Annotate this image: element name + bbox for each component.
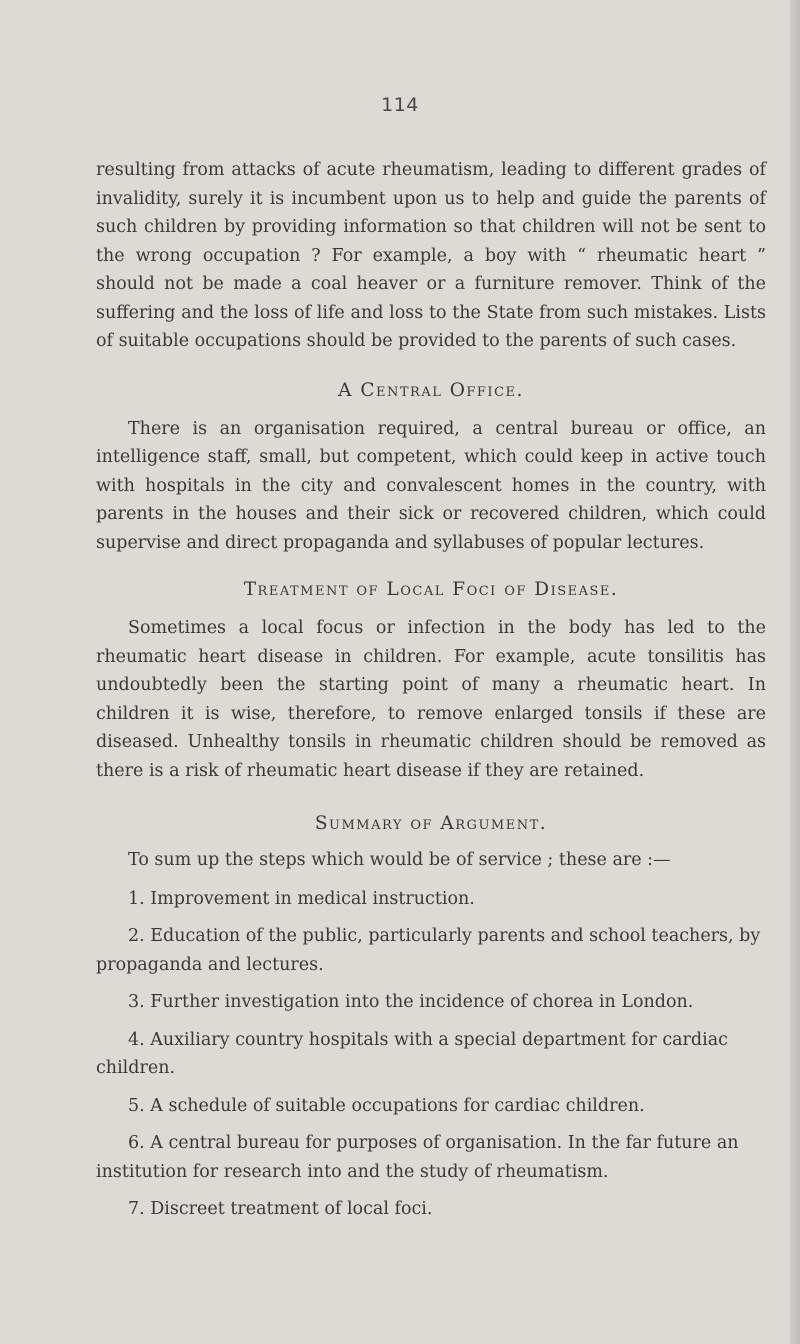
summary-item: 3. Further investigation into the incidence of chorea in London. [128,992,694,1012]
summary-item: 2. Education of the public, particularly parents and school teachers, by propaganda and lectures. [96,926,761,975]
treatment-paragraph: Sometimes a local focus or infection in the body has led to the rheumatic heart disease in children. For example, acute tonsilitis has undoubtedly been the starting point of many a rheumatic heart. In children it is wise, therefore, to remove enlarged tonsils if these are diseased. Unhealthy tonsils in rheumatic children should be removed as there is a risk of rheumatic heart disease if they are retained. [96,618,766,781]
page-number: 114 [381,94,419,116]
central-office-paragraph: There is an organisation required, a central bureau or office, an intelligence staff, small, but competent, which could keep in active touch with hospitals in the city and convalescent homes in the country, with parents in the houses and their sick or recovered children, which could supervise and direct propaganda and syllabuses of popular lectures. [96,418,766,553]
summary-item: 7. Discreet treatment of local foci. [128,1199,433,1219]
section-heading-central-office: A Central Office. [338,379,524,401]
section-heading-treatment: Treatment of Local Foci of Disease. [243,579,619,600]
section-heading-summary: Summary of Argument. [314,813,548,834]
summary-item: 1. Improvement in medical instruction. [128,888,475,909]
summary-list [96,885,766,1224]
page-edge-shadow [790,0,800,1344]
summary-item: 6. A central bureau for purposes of organisation. In the far future an institution for research into and the study of rheumatism. [96,1133,739,1182]
summary-intro: To sum up the steps which would be of service ; these are :— [128,850,671,870]
summary-item: 5. A schedule of suitable occupations for cardiac children. [128,1095,645,1116]
page-content [96,156,766,1233]
opening-paragraph: resulting from attacks of acute rheumatism, leading to different grades of invalidity, surely it is incumbent upon us to help and guide the parents of such children by providing information so that children will not be sent to the wrong occupation ? For example, a boy with “ rheumatic heart ” should not be made a coal heaver or a furniture remover. Think of the suffering and the loss of life and loss to the State from such mistakes. Lists of suitable occupations should be provided to the parents of such cases. [96,160,766,351]
summary-item: 4. Auxiliary country hospitals with a special department for cardiac children. [96,1029,728,1078]
